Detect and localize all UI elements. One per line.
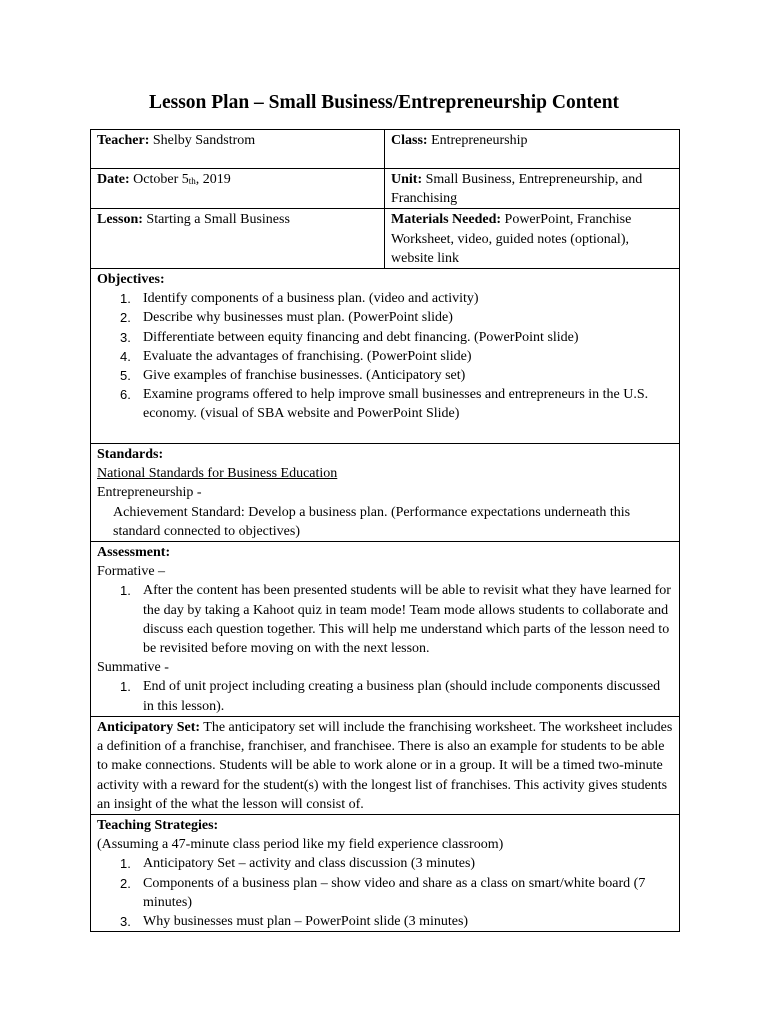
row-date-unit bbox=[91, 169, 680, 209]
list-text: Evaluate the advantages of franchising. (PowerPoint slide) bbox=[143, 348, 472, 364]
materials-cell bbox=[385, 209, 680, 269]
row-anticipatory-set bbox=[91, 717, 680, 815]
row-objectives bbox=[91, 269, 680, 444]
teaching-heading: Teaching Strategies: bbox=[97, 818, 219, 834]
list-number: 3. bbox=[120, 329, 131, 345]
lesson-cell bbox=[91, 209, 385, 269]
materials-label: Materials Needed: bbox=[391, 212, 502, 228]
standards-link[interactable]: National Standards for Business Education bbox=[97, 466, 338, 482]
list-text: After the content has been presented students will be able to revisit what they have learned for the day by taking a Kahoot quiz in team mode! Team mode allows students to collaborate and discuss each question together. This will help me understand which parts of the lesson need to be revisited before moving on with the next lesson. bbox=[143, 583, 671, 657]
unit-value: Small Business, Entrepreneurship, and Franchising bbox=[391, 172, 643, 207]
list-number: 2. bbox=[120, 875, 131, 891]
teacher-cell bbox=[91, 130, 385, 169]
list-number: 4. bbox=[120, 348, 131, 364]
list-number: 2. bbox=[120, 310, 131, 326]
list-item bbox=[97, 385, 673, 423]
list-item bbox=[97, 874, 673, 912]
date-value bbox=[133, 172, 231, 187]
assessment-cell bbox=[91, 542, 680, 717]
list-number: 1. bbox=[120, 856, 131, 872]
list-number: 5. bbox=[120, 368, 131, 384]
lesson-plan-table bbox=[90, 129, 680, 932]
class-label: Class: bbox=[391, 133, 428, 148]
formative-label: Formative – bbox=[97, 564, 166, 580]
class-value: Entrepreneurship bbox=[431, 133, 528, 148]
date-label: Date: bbox=[97, 172, 130, 187]
list-text: Give examples of franchise businesses. (Anticipatory set) bbox=[143, 368, 466, 384]
list-item bbox=[97, 677, 673, 715]
list-text: Examine programs offered to help improve small businesses and entrepreneurs in the U.S. economy. (visual of SBA website and PowerPoint Slide) bbox=[143, 387, 649, 422]
teacher-label: Teacher: bbox=[97, 133, 150, 148]
date-year: , 2019 bbox=[195, 172, 231, 187]
list-text: End of unit project including creating a business plan (should include components discussed in this lesson). bbox=[143, 679, 661, 714]
list-text: Components of a business plan – show video and share as a class on smart/white board (7 minutes) bbox=[143, 875, 646, 910]
list-item bbox=[97, 581, 673, 658]
summative-label: Summative - bbox=[97, 660, 169, 676]
list-item bbox=[97, 328, 673, 347]
anticipatory-label: Anticipatory Set: bbox=[97, 720, 201, 736]
teacher-value: Shelby Sandstrom bbox=[152, 133, 256, 148]
standards-area: Entrepreneurship - bbox=[97, 485, 202, 501]
lesson-value: Starting a Small Business bbox=[146, 212, 290, 228]
date-cell bbox=[91, 169, 385, 209]
lesson-label: Lesson: bbox=[97, 212, 143, 228]
row-teacher-class bbox=[91, 130, 680, 169]
unit-cell bbox=[385, 169, 680, 209]
list-item bbox=[97, 289, 673, 308]
unit-label: Unit: bbox=[391, 172, 423, 187]
objectives-cell bbox=[91, 269, 680, 444]
list-number: 6. bbox=[120, 387, 131, 403]
standards-heading: Standards: bbox=[97, 447, 164, 463]
list-item bbox=[97, 308, 673, 327]
materials-value: PowerPoint, Franchise Worksheet, video, guided notes (optional), website link bbox=[391, 212, 632, 266]
teaching-intro: (Assuming a 47-minute class period like my field experience classroom) bbox=[97, 837, 504, 853]
list-number: 1. bbox=[120, 291, 131, 307]
objectives-heading: Objectives: bbox=[97, 272, 165, 288]
teaching-list bbox=[97, 854, 673, 931]
date-suffix: th bbox=[188, 176, 196, 186]
list-text: Identify components of a business plan. (video and activity) bbox=[143, 291, 479, 307]
objectives-list bbox=[97, 289, 673, 423]
list-item bbox=[97, 347, 673, 366]
list-text: Describe why businesses must plan. (PowerPoint slide) bbox=[143, 310, 453, 326]
list-number: 1. bbox=[120, 679, 131, 695]
anticipatory-text: The anticipatory set will include the franchising worksheet. The worksheet includes a definition of a franchise, franchiser, and franchisee. There is also an example for students to be able to make connections. Students will be able to work alone or in a group. It will be a timed two-minute activity with a reward for the student(s) with the longest list of franchises. This activity gives students an insight of the what the lesson will consist of. bbox=[97, 720, 673, 812]
row-assessment bbox=[91, 542, 680, 717]
list-item bbox=[97, 366, 673, 385]
standards-cell bbox=[91, 444, 680, 542]
list-text: Anticipatory Set – activity and class discussion (3 minutes) bbox=[143, 856, 476, 872]
teaching-cell bbox=[91, 815, 680, 932]
row-lesson-materials bbox=[91, 209, 680, 269]
list-text: Differentiate between equity financing and debt financing. (PowerPoint slide) bbox=[143, 329, 579, 345]
summative-list bbox=[97, 677, 673, 715]
formative-list bbox=[97, 581, 673, 658]
document-title: Lesson Plan – Small Business/Entrepreneurship Content bbox=[148, 92, 620, 113]
assessment-heading: Assessment: bbox=[97, 545, 171, 561]
list-number: 1. bbox=[120, 583, 131, 599]
list-number: 3. bbox=[120, 914, 131, 930]
anticipatory-cell bbox=[91, 717, 680, 815]
list-text: Why businesses must plan – PowerPoint slide (3 minutes) bbox=[143, 914, 469, 930]
achievement-standard: Achievement Standard: Develop a business plan. (Performance expectations underneath this standard connected to objectives) bbox=[113, 504, 631, 539]
date-day: October 5 bbox=[133, 172, 189, 187]
row-teaching-strategies bbox=[91, 815, 680, 932]
list-item bbox=[97, 912, 673, 931]
list-item bbox=[97, 854, 673, 873]
class-cell bbox=[385, 130, 680, 169]
row-standards bbox=[91, 444, 680, 542]
